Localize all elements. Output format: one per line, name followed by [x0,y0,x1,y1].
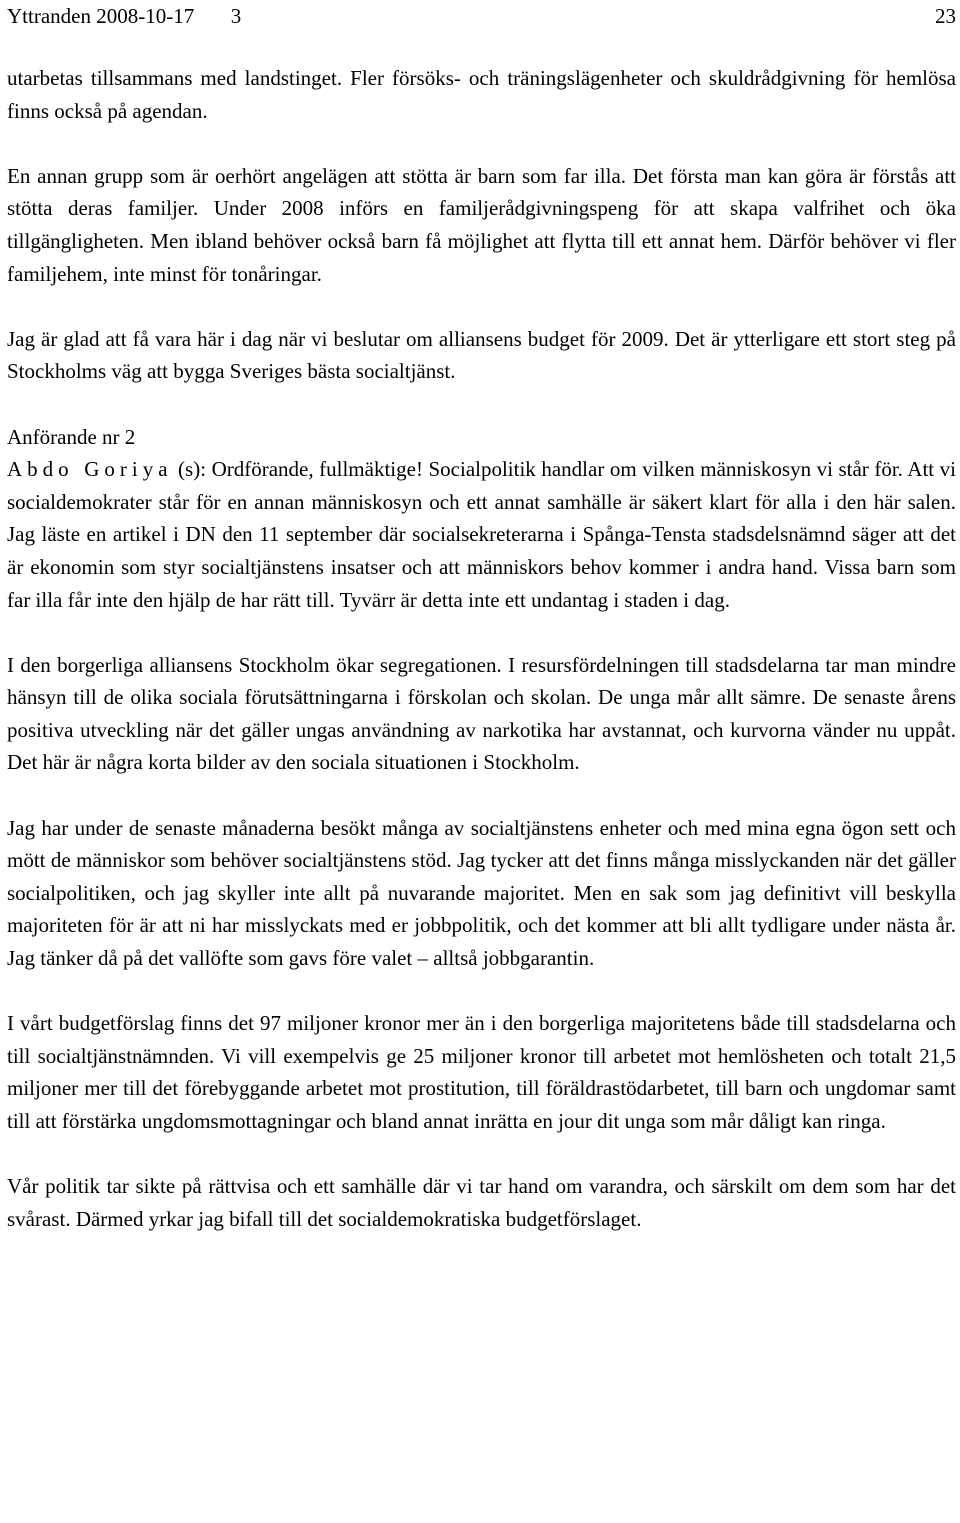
paragraph-4-text: (s): Ordförande, fullmäktige! Socialpolitik handlar om vilken människosyn vi står för. Att vi socialdemokrater står för en annan människosyn och ett annat samhälle är säkert klart för alla i den här salen. Jag läste en artikel i DN den 11 september där socialsekreterarna i Spånga-Tensta stadsdelsnämnd säger att det är ekonomin som styr socialtjänstens insatser och att människors behov kommer i andra hand. Vissa barn som far illa får inte den hjälp de har rätt till. Tyvärr är detta inte ett undantag i staden i dag. [7,457,956,612]
paragraph-3: Jag är glad att få vara här i dag när vi beslutar om alliansens budget för 2009. Det är ytterligare ett stort steg på Stockholms väg att bygga Sveriges bästa socialtjänst. [7,326,956,384]
page-header [7,0,956,32]
header-section: 3 [230,4,242,28]
paragraph-4 [7,453,956,616]
paragraph-7: I vårt budgetförslag finns det 97 miljoner kronor mer än i den borgerliga majoritetens både till stadsdelarna och till socialtjänstnämnden. Vi vill exempelvis ge 25 miljoner kronor till arbetet mot hemlösheten och totalt 21,5 miljoner mer till det förebyggande arbetet mot prostitution, till föräldrastödarbetet, till barn och ungdomar samt till att förstärka ungdomsmottagningar och bland annat inrätta en jour dit unga som mår dåligt kan ringa. [7,1011,956,1133]
paragraph-2: En annan grupp som är oerhört angelägen att stötta är barn som far illa. Det första man kan göra är förstås att stötta deras familjer. Under 2008 införs en familjerådgivningspeng för att skapa valfrihet och öka tillgängligheten. Men ibland behöver också barn få möjlighet att flytta till ett annat hem. Därför behöver vi fler familjehem, inte minst för tonåringar. [7,163,956,286]
paragraph-6: Jag har under de senaste månaderna besökt många av socialtjänstens enheter och med mina egna ögon sett och mött de människor som behöver socialtjänstens stöd. Jag tycker att det finns många misslyckanden när det gäller socialpolitiken, och jag skyller inte allt på nuvarande majoritet. Men en sak som jag definitivt vill beskylla majoriteten för är att ni har misslyckats med er jobbpolitik, och det kommer att bli allt tydligare under nästa år. Jag tänker då på det vallöfte som gavs före valet – alltså jobbgarantin. [7,815,956,971]
paragraph-5: I den borgerliga alliansens Stockholm ökar segregationen. I resursfördelningen till stadsdelarna tar man mindre hänsyn till de olika sociala förutsättningarna i förskolan och skolan. De unga mår allt sämre. De senaste årens positiva utveckling när det gäller ungas användning av narkotika har avstannat, och kurvorna vänder nu uppåt. Det här är några korta bilder av den sociala situationen i Stockholm. [7,652,956,775]
paragraph-1: utarbetas tillsammans med landstinget. Fler försöks- och träningslägenheter och skuldrådgivning för hemlösa finns också på agendan. [7,66,956,123]
paragraph-8: Vår politik tar sikte på rättvisa och ett samhälle där vi tar hand om varandra, och särskilt om dem som har det svårast. Därmed yrkar jag bifall till det socialdemokratiska budgetförslaget. [7,1174,956,1231]
document-page [7,0,956,1235]
header-left [7,0,241,32]
speech-heading: Anförande nr 2 [7,424,136,449]
speaker-name: Abdo Goriya [7,457,173,482]
header-title: Yttranden 2008-10-17 [7,4,195,28]
header-page-number: 23 [935,4,956,28]
